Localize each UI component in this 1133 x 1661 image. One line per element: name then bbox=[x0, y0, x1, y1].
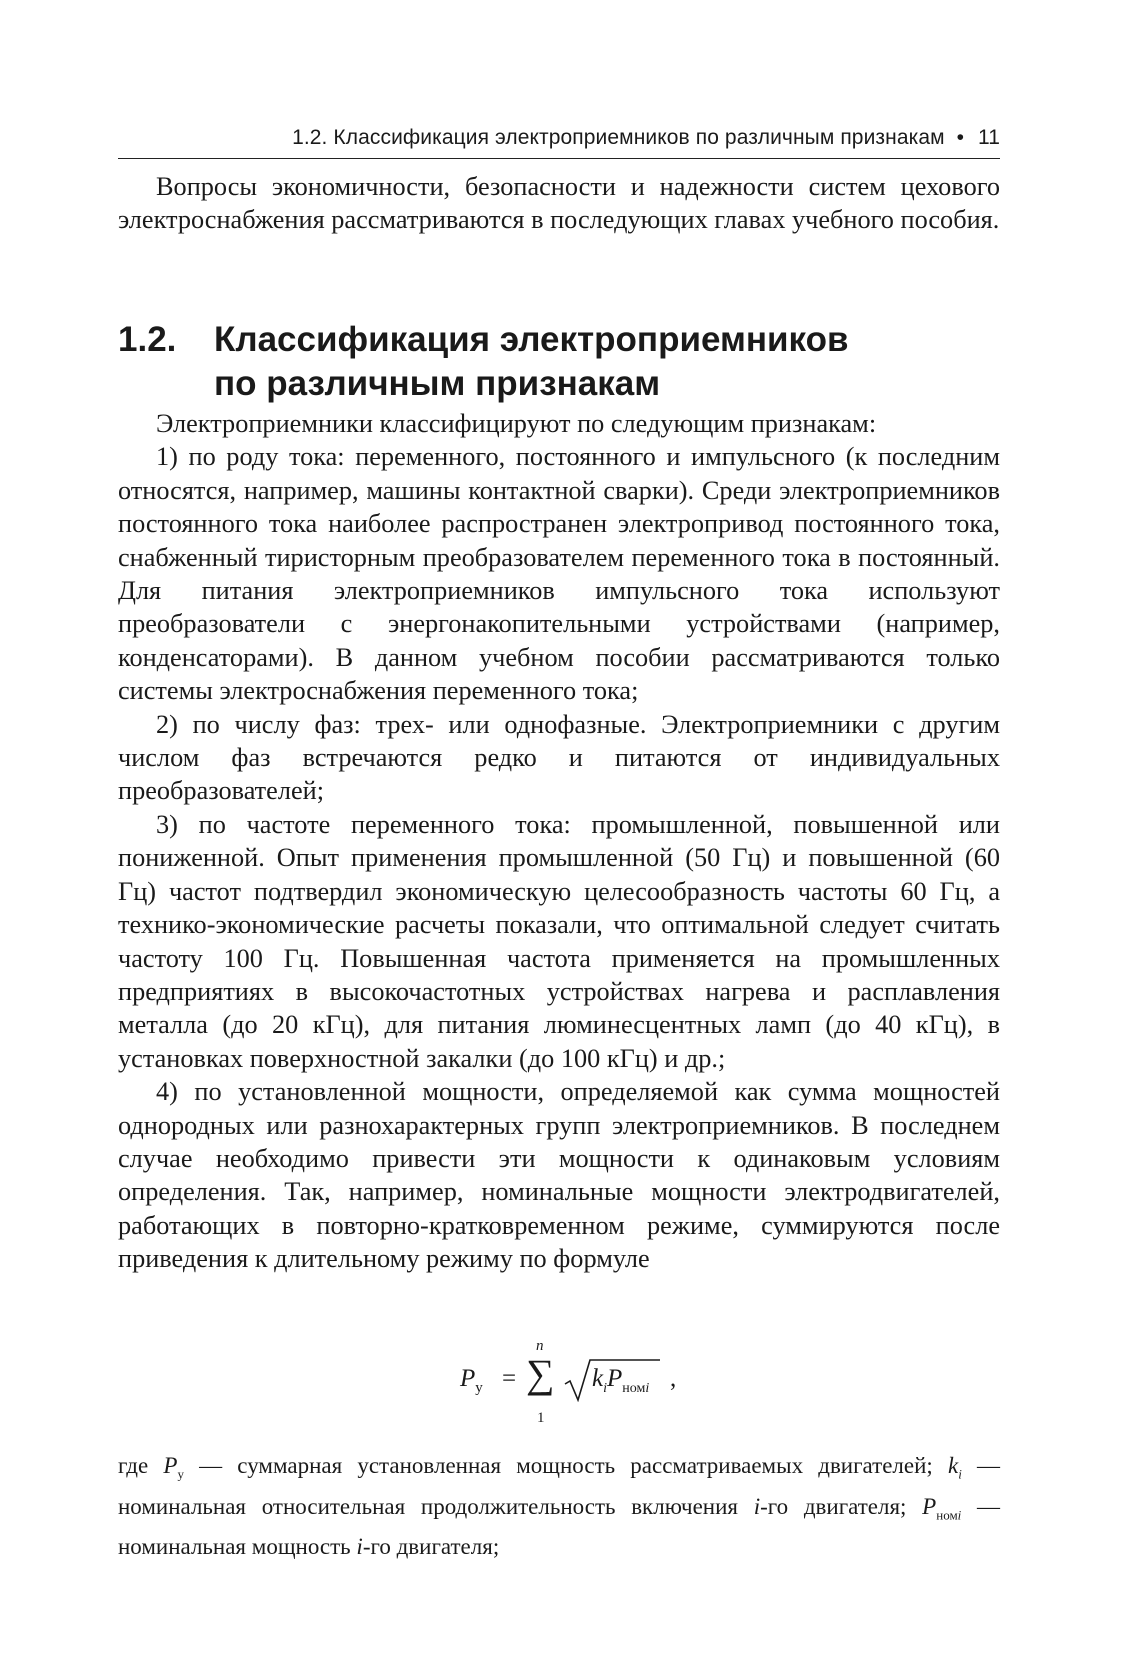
formula-legend: где $P_у$ — суммарная установленная мощность рассматриваемых двигателей; $k_i$ — номинальная относительная продолжительность включения i-го двигателя; $P_{номi}$ — номинальная мощность i-го двигателя; bbox=[118, 1453, 1001, 1560]
section-title-line1: Классификация электроприемников bbox=[214, 320, 849, 359]
formula-comma: , bbox=[670, 1365, 677, 1392]
legend-py: $P_у$ bbox=[163, 1453, 184, 1482]
sigma-symbol: ∑ bbox=[526, 1351, 555, 1396]
formula-lhs: $P_у$ bbox=[460, 1365, 483, 1396]
running-head-title: 1.2. Классификация электроприемников по различным признакам bbox=[292, 126, 945, 149]
list-item-2: 2) по числу фаз: трех- или однофазные. Электроприемники с другим числом фаз встречаются редко и питаются от индивидуальных преобразователей; bbox=[118, 709, 1000, 806]
formula-upper-limit: n bbox=[536, 1338, 544, 1354]
section-heading bbox=[118, 318, 1000, 406]
formula-equals: = bbox=[502, 1365, 517, 1392]
intro-block bbox=[118, 170, 1000, 237]
formula-radicand: $k_iP_{номi}$ bbox=[592, 1365, 650, 1396]
formula bbox=[460, 1338, 760, 1428]
lead-paragraph: Электроприемники классифицируют по следующим признакам: bbox=[156, 409, 877, 438]
running-head-separator: • bbox=[956, 126, 965, 149]
section-number: 1.2. bbox=[118, 320, 177, 359]
legend-k: $k_i$ bbox=[948, 1453, 962, 1482]
legend-pnom: $P_{номi}$ bbox=[922, 1493, 962, 1523]
list-item-4: 4) по установленной мощности, определяемой как сумма мощностей однородных или разнохарактерных групп электроприемников. В последнем случае необходимо привести эти мощности к одинаковым условиям определения. Так, например, номинальные мощности электродвигателей, работающих в повторно-кратковременном режиме, суммируются после приведения к длительному режиму по формуле bbox=[118, 1077, 1000, 1274]
running-head bbox=[118, 126, 1000, 159]
body-text bbox=[118, 407, 1000, 1276]
intro-paragraph: Вопросы экономичности, безопасности и надежности систем цехового электроснабжения рассматриваются в последующих главах учебного пособия. bbox=[118, 172, 1000, 235]
list-item-3: 3) по частоте переменного тока: промышленной, повышенной или пониженной. Опыт применения промышленной (50 Гц) и повышенной (60 Гц) частот подтвердил экономическую целесообразность частоты 60 Гц, а технико-экономические расчеты показали, что оптимальной следует считать частоту 100 Гц. Повышенная частота применяется на промышленных предприятиях в высокочастотных устройствах нагрева и расплавления металла (до 20 кГц), для питания люминесцентных ламп (до 40 кГц), в установках поверхностной закалки (до 100 кГц) и др.; bbox=[118, 809, 1000, 1073]
list-item-1: 1) по роду тока: переменного, постоянного и импульсного (к последним относятся, например, машины контактной сварки). Среди электроприемников постоянного тока наиболее распространен электропривод постоянного тока, снабженный тиристорным преобразователем переменного тока в постоянный. Для питания электроприемников импульсного тока используют преобразователи с энергонакопительными устройствами (например, конденсаторами). В данном учебном пособии рассматриваются только системы электроснабжения переменного тока; bbox=[118, 442, 1000, 706]
section-title-line2: по различным признакам bbox=[214, 364, 661, 403]
formula-lhs-sub: у bbox=[475, 1380, 483, 1396]
page-number: 11 bbox=[978, 126, 1000, 149]
formula-lower-limit: 1 bbox=[537, 1410, 545, 1426]
